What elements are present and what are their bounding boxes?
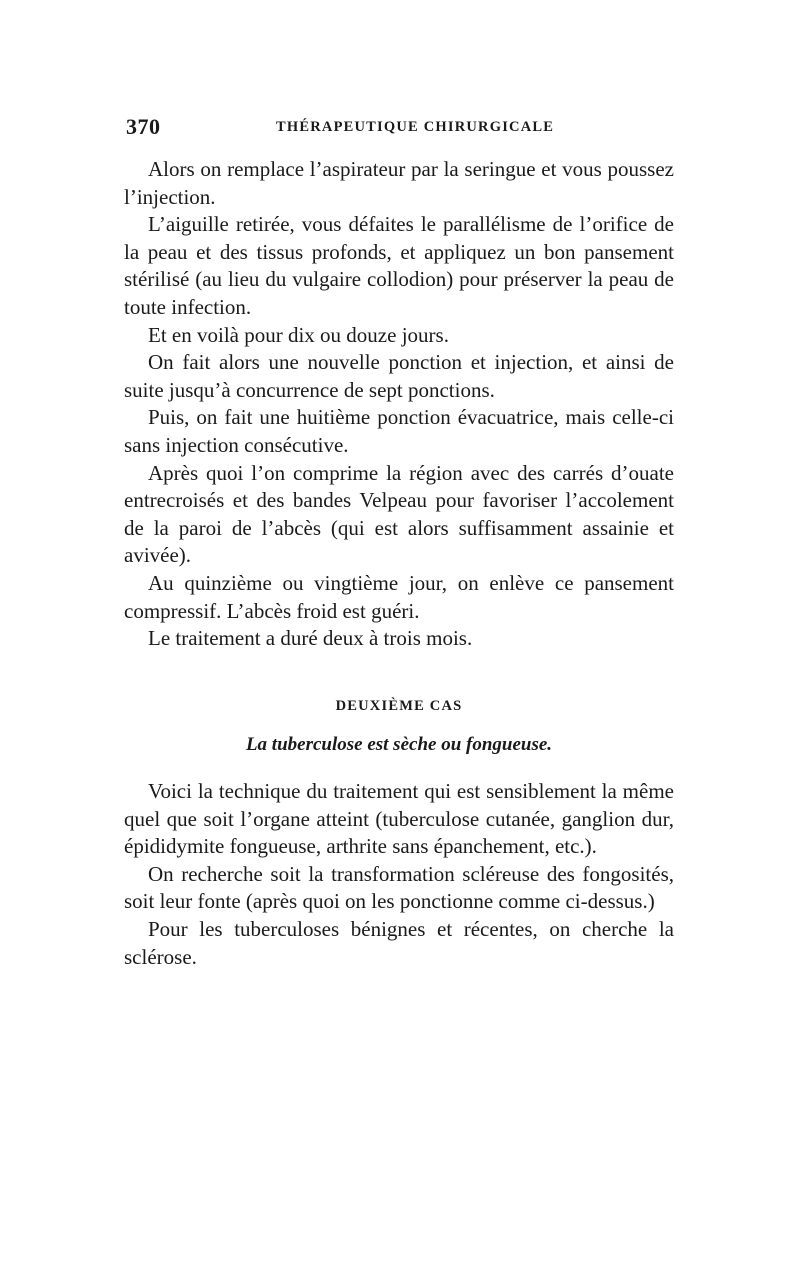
- paragraph: Et en voilà pour dix ou douze jours.: [148, 322, 449, 347]
- paragraph: On recherche soit la transformation scléreuse des fongosités, soit leur fonte (après quoi on les ponctionne comme ci-dessus.): [124, 861, 674, 914]
- paragraph: Puis, on fait une huitième ponction évacuatrice, mais celle-ci sans injection consécutive.: [124, 405, 674, 457]
- page-number: 370: [126, 114, 161, 139]
- body-text-part-2: [124, 778, 674, 971]
- paragraph: Alors on remplace l’aspirateur par la seringue et vous poussez l’injection.: [124, 157, 674, 209]
- body-text-part-1: [124, 156, 674, 653]
- paragraph: Voici la technique du traitement qui est sensiblement la même quel que soit l’organe atteint (tuberculose cutanée, ganglion dur, épididymite fongueuse, arthrite sans épanchement, etc.).: [124, 779, 674, 859]
- running-title: THÉRAPEUTIQUE CHIRURGICALE: [276, 119, 555, 135]
- paragraph: On fait alors une nouvelle ponction et injection, et ainsi de suite jusqu’à concurrence de sept ponctions.: [124, 350, 674, 402]
- paragraph: Le traitement a duré deux à trois mois.: [148, 626, 473, 651]
- section-heading: DEUXIÈME CAS: [335, 698, 463, 714]
- paragraph: Pour les tuberculoses bénignes et récentes, on cherche la sclérose.: [124, 916, 674, 969]
- paragraph: L’aiguille retirée, vous défaites le parallélisme de l’orifice de la peau et des tissus profonds, et appliquez un bon pansement stérilisé (au lieu du vulgaire collodion) pour préserver la peau de toute infection.: [124, 212, 674, 319]
- running-head: [126, 114, 674, 144]
- paragraph: Au quinzième ou vingtième jour, on enlève ce pansement compressif. L’abcès froid est guéri.: [124, 570, 674, 623]
- section-subtitle: La tuberculose est sèche ou fongueuse.: [245, 734, 553, 755]
- paragraph: Après quoi l’on comprime la région avec des carrés d’ouate entrecroisés et des bandes Velpeau pour favoriser l’accolement de la paroi de l’abcès (qui est alors suffisamment assainie et avivée).: [124, 460, 674, 568]
